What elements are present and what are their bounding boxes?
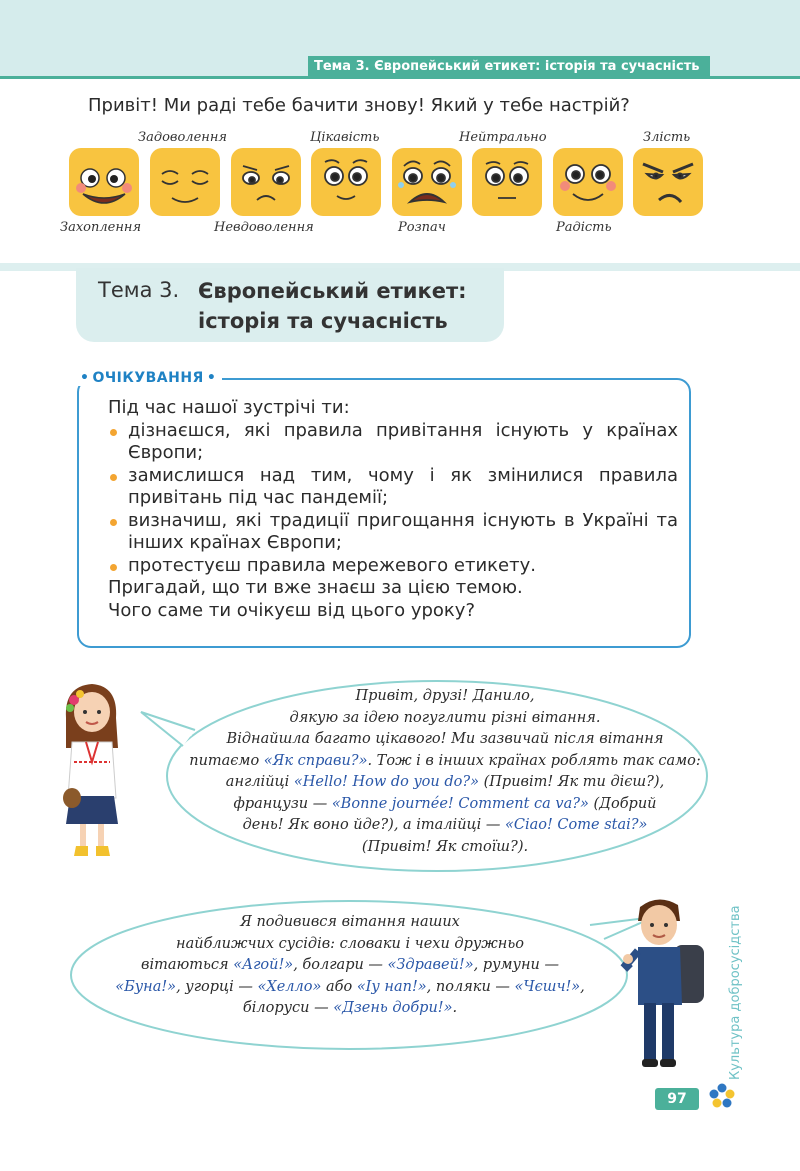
theme-number: Тема 3.	[98, 278, 180, 302]
expectations-intro: Під час нашої зустрічі ти:	[108, 397, 350, 418]
discontent-face-icon	[231, 148, 301, 216]
side-title	[719, 900, 747, 1090]
expectation-item: замислишся над тим, чому і як змінилися правила привітань під час пандемії;	[108, 465, 678, 510]
satisfaction-face-icon	[150, 148, 220, 216]
expectations-outro-2: Чого саме ти очікуєш від цього уроку?	[108, 599, 476, 621]
expectations-outro-1: Пригадай, що ти вже знаєш за цією темою.	[108, 577, 523, 598]
boy-illustration	[618, 893, 710, 1082]
expectation-item: протестуєш правила мережевого етикету.	[108, 555, 678, 578]
curiosity-face-icon	[311, 148, 381, 216]
joy-face-icon	[553, 148, 623, 216]
boy-speech-text: Я подивився вітання наших найближчих сусідів: словаки і чехи дружньо вітаються «Агой!», болгари — «Здравей!», румуни — «Буна!», угорці — «Хелло» або «Іу нап!», поляки — «Чєшч!», білоруси — «Дзень добри!».	[115, 914, 585, 1016]
emotion-label-curiosity: Цікавість	[310, 130, 380, 145]
theme-title	[198, 276, 467, 336]
emotion-label-neutral: Нейтрально	[459, 130, 547, 145]
despair-face-icon	[392, 148, 462, 216]
delight-face-icon	[69, 148, 139, 216]
emotion-label-satisfaction: Задоволення	[138, 130, 228, 145]
expectations-label: • ОЧІКУВАННЯ •	[74, 370, 222, 386]
side-title-text: Культура добросусідства	[728, 905, 743, 1080]
emotion-label-joy: Радість	[556, 220, 612, 235]
emotion-label-delight: Захоплення	[60, 220, 142, 235]
girl-illustration	[56, 678, 136, 867]
topic-tab: Тема 3. Європейський етикет: історія та сучасність	[308, 56, 710, 78]
emotion-label-discontent: Невдоволення	[214, 220, 314, 235]
expectation-item: дізнаєшся, які правила привітання існують у країнах Європи;	[108, 420, 678, 465]
page-number: 97	[655, 1088, 699, 1110]
neutral-face-icon	[472, 148, 542, 216]
expectation-item: визначиш, які традиції пригощання існують в Україні та інших країнах Європи;	[108, 510, 678, 555]
girl-speech-text: Привіт, друзі! Данило, дякую за ідею погуглити різні вітання. Віднайшла багато цікавого! Ми зазвичай після вітання питаємо «Як справи?». Тож і в інших країнах роблять так само: англійці «Hello! How do you do?» (Привіт! Як ти дієш?), французи — «Bonne journée! Comment ca va?» (Добрий день! Як воно йде?), а італійці — «Ciao! Come stai?» (Привіт! Як стоїш?).	[189, 688, 701, 855]
emotion-label-anger: Злість	[643, 130, 691, 145]
theme-title-line2: історія та сучасність	[198, 309, 448, 333]
theme-title-line1: Європейський етикет:	[198, 279, 467, 303]
flower-icon	[708, 1082, 736, 1114]
emotion-label-despair: Розпач	[398, 220, 446, 235]
greeting-text: Привіт! Ми раді тебе бачити знову! Який у тебе настрій?	[88, 95, 630, 116]
expectations-text	[108, 397, 678, 622]
header-divider	[0, 76, 800, 79]
anger-face-icon	[633, 148, 703, 216]
